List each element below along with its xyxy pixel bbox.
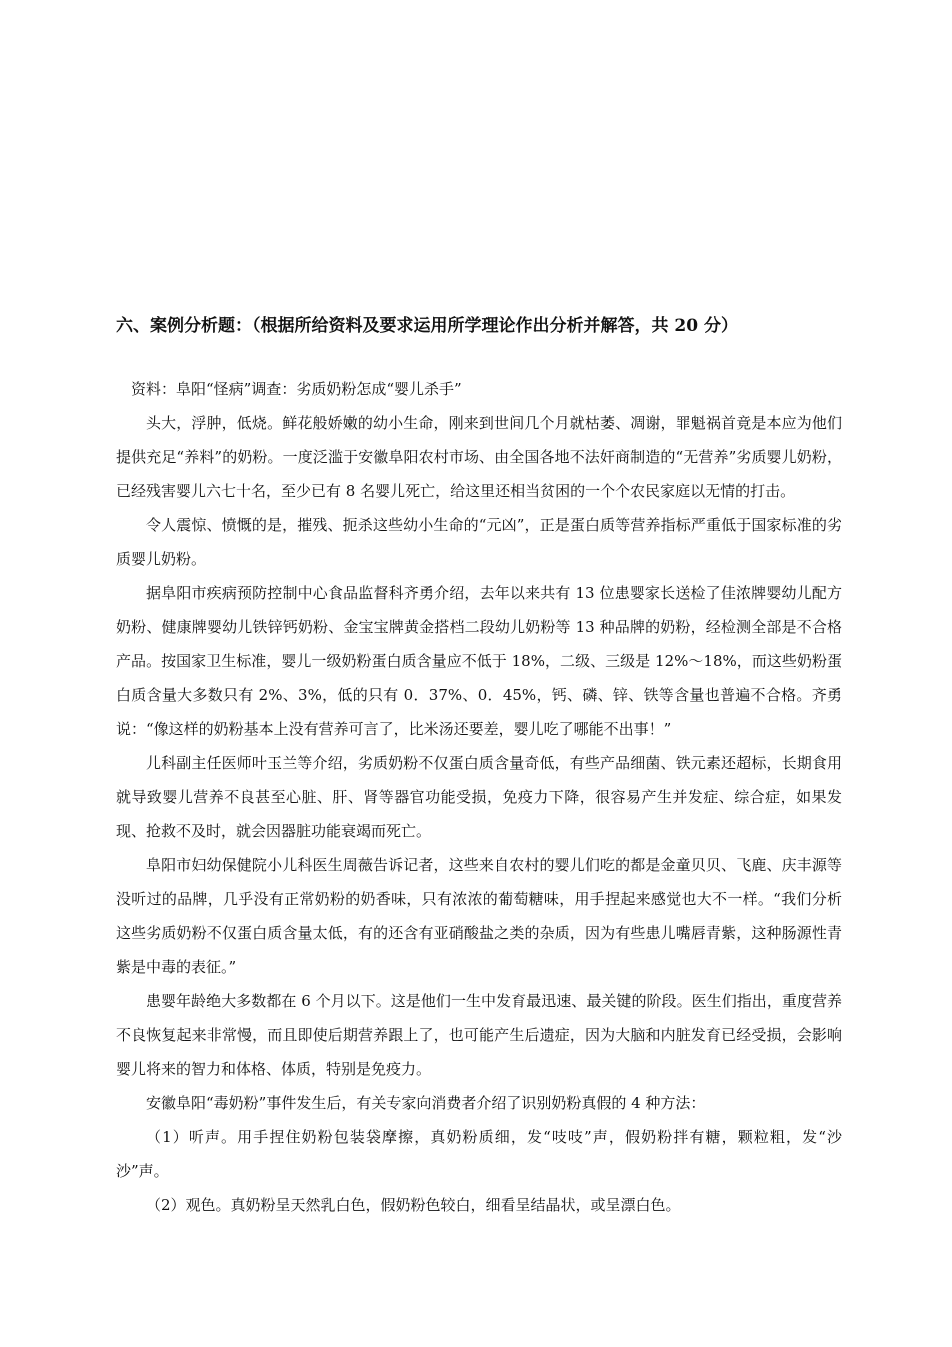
paragraph: 据阜阳市疾病预防控制中心食品监督科齐勇介绍，去年以来共有 13 位患婴家长送检了佳浓牌婴幼儿配方奶粉、健康牌婴幼儿铁锌钙奶粉、金宝宝牌黄金搭档二段幼儿奶粉等 13 种品牌的奶粉，经检测全部是不合格产品。按国家卫生标准，婴儿一级奶粉蛋白质含量应不低于 18%，二级、三级是 12%～18%，而这些奶粉蛋白质含量大多数只有 2%、3%，低的只有 0．37%、0．45%，钙、磷、锌、铁等含量也普遍不合格。齐勇说：“像这样的奶粉基本上没有营养可言了，比米汤还要差，婴儿吃了哪能不出事！” bbox=[116, 584, 842, 738]
document-page bbox=[116, 0, 842, 1347]
section-heading: 六、案例分析题：（根据所给资料及要求运用所学理论作出分析并解答，共 20 分） bbox=[116, 316, 738, 336]
paragraph: 令人震惊、愤慨的是，摧残、扼杀这些幼小生命的“元凶”，正是蛋白质等营养指标严重低于国家标准的劣质婴儿奶粉。 bbox=[116, 516, 842, 568]
paragraph: 患婴年龄绝大多数都在 6 个月以下。这是他们一生中发育最迅速、最关键的阶段。医生们指出，重度营养不良恢复起来非常慢，而且即使后期营养跟上了，也可能产生后遗症，因为大脑和内脏发育已经受损，会影响婴儿将来的智力和体格、体质，特别是免疫力。 bbox=[116, 992, 842, 1078]
list-item: （1）听声。用手捏住奶粉包装袋摩擦，真奶粉质细，发“吱吱”声，假奶粉拌有糖，颗粒粗，发“沙沙”声。 bbox=[116, 1128, 842, 1180]
case-material bbox=[116, 372, 842, 1222]
list-item: （2）观色。真奶粉呈天然乳白色，假奶粉色较白，细看呈结晶状，或呈漂白色。 bbox=[146, 1196, 681, 1214]
paragraph: 儿科副主任医师叶玉兰等介绍，劣质奶粉不仅蛋白质含量奇低，有些产品细菌、铁元素还超标，长期食用就导致婴儿营养不良甚至心脏、肝、肾等器官功能受损，免疫力下降，很容易产生并发症、综合症，如果发现、抢救不及时，就会因器脏功能衰竭而死亡。 bbox=[116, 754, 842, 840]
paragraph: 头大，浮肿，低烧。鲜花般娇嫩的幼小生命，刚来到世间几个月就枯萎、凋谢，罪魁祸首竟是本应为他们提供充足“养料”的奶粉。一度泛滥于安徽阜阳农村市场、由全国各地不法奸商制造的“无营养”劣质婴儿奶粉，已经残害婴儿六七十名，至少已有 8 名婴儿死亡，给这里还相当贫困的一个个农民家庭以无情的打击。 bbox=[116, 414, 842, 500]
source-line: 资料：阜阳“怪病”调查：劣质奶粉怎成“婴儿杀手” bbox=[131, 380, 462, 398]
paragraph: 安徽阜阳“毒奶粉”事件发生后，有关专家向消费者介绍了识别奶粉真假的 4 种方法： bbox=[146, 1094, 706, 1112]
paragraph: 阜阳市妇幼保健院小儿科医生周薇告诉记者，这些来自农村的婴儿们吃的都是金童贝贝、飞鹿、庆丰源等没听过的品牌，几乎没有正常奶粉的奶香味，只有浓浓的葡萄糖味，用手捏起来感觉也大不一样。“我们分析这些劣质奶粉不仅蛋白质含量太低，有的还含有亚硝酸盐之类的杂质，因为有些患儿嘴唇青紫，这种肠源性青紫是中毒的表征。” bbox=[116, 856, 842, 976]
